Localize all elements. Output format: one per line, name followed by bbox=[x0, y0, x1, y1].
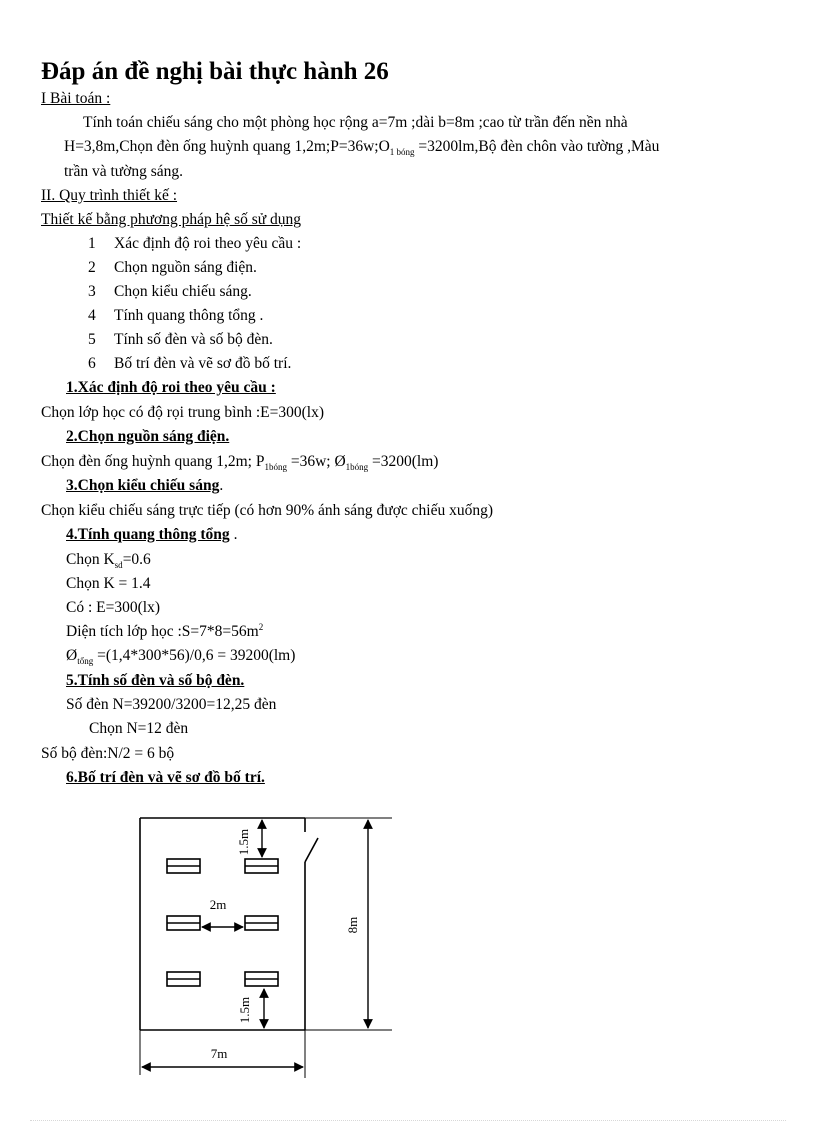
sec2-heading: 2.Chọn nguồn sáng điện. bbox=[66, 428, 230, 445]
step-text: Tính quang thông tổng . bbox=[114, 307, 264, 324]
lamp-fixture-5 bbox=[167, 972, 200, 986]
sec5-heading: 5.Tính số đèn và số bộ đèn. bbox=[66, 672, 245, 689]
lamp-sets-line: Số bộ đèn:N/2 = 6 bộ bbox=[41, 745, 175, 762]
process-heading: II. Quy trình thiết kế : bbox=[41, 187, 178, 204]
step-text: Tính số đèn và số bộ đèn. bbox=[114, 331, 273, 348]
sec2-text-b: =36w; Ø bbox=[286, 453, 346, 470]
step-number: 1 bbox=[88, 235, 96, 252]
page-title: Đáp án đề nghị bài thực hành 26 bbox=[41, 58, 389, 85]
lamp-fixture-6 bbox=[245, 972, 278, 986]
problem-line-2-a: H=3,8m,Chọn đèn ống huỳnh quang 1,2m;P=36w;O bbox=[64, 138, 390, 155]
step-text: Chọn nguồn sáng điện. bbox=[114, 259, 257, 276]
flux-sub: tổng bbox=[77, 656, 94, 667]
flux-b: =(1,4*300*56)/0,6 = 39200(lm) bbox=[93, 647, 296, 664]
problem-line-3: trần và tường sáng. bbox=[64, 163, 184, 180]
sec3-text: Chọn kiểu chiếu sáng trực tiếp (có hơn 90% ánh sáng được chiếu xuống) bbox=[41, 502, 494, 519]
step-text: Xác định độ roi theo yêu cầu : bbox=[114, 235, 302, 252]
problem-heading: I Bài toán : bbox=[41, 90, 111, 107]
door-swing bbox=[305, 838, 318, 862]
step-number: 6 bbox=[88, 355, 96, 372]
lamp-count-line: Số đèn N=39200/3200=12,25 đèn bbox=[66, 696, 277, 713]
sec3-heading-tail: . bbox=[219, 477, 224, 494]
area-sup: 2 bbox=[258, 621, 264, 632]
area-a: Diện tích lớp học :S=7*8=56m bbox=[66, 623, 259, 640]
sec3-heading-text: 3.Chọn kiểu chiếu sáng bbox=[66, 477, 220, 494]
lamp-fixture-3 bbox=[167, 916, 200, 930]
problem-line-2-sub: 1 bóng bbox=[389, 147, 415, 158]
sec4-heading-tail: . bbox=[229, 526, 238, 543]
ksd-sub: sd bbox=[114, 560, 123, 571]
problem-line-1: Tính toán chiếu sáng cho một phòng học rộng a=7m ;dài b=8m ;cao từ trần đến nền nhà bbox=[83, 114, 628, 131]
sec2-text-c: =3200(lm) bbox=[368, 453, 439, 470]
sec2-text-a: Chọn đèn ống huỳnh quang 1,2m; P bbox=[41, 453, 265, 470]
step-number: 5 bbox=[88, 331, 96, 348]
dim-label-top-clear: 1.5m bbox=[236, 828, 251, 856]
step-number: 4 bbox=[88, 307, 96, 324]
dim-label-length: 8m bbox=[345, 916, 360, 934]
sec1-heading: 1.Xác định độ roi theo yêu cầu : bbox=[66, 379, 276, 396]
dim-label-width: 7m bbox=[210, 1046, 228, 1061]
ksd-a: Chọn K bbox=[66, 551, 115, 568]
dim-label-spacing: 2m bbox=[209, 897, 227, 912]
flux-a: Ø bbox=[66, 647, 78, 664]
lamp-fixture-4 bbox=[245, 916, 278, 930]
step-number: 2 bbox=[88, 259, 96, 276]
method-heading: Thiết kế bằng phương pháp hệ số sử dụng bbox=[41, 211, 302, 228]
sec2-sub-2: 1bóng bbox=[345, 462, 369, 473]
sec4-heading-text: 4.Tính quang thông tổng bbox=[66, 526, 230, 543]
step-text: Chọn kiểu chiếu sáng. bbox=[114, 283, 252, 300]
sec2-sub-1: 1bóng bbox=[264, 462, 287, 473]
e-line: Có : E=300(lx) bbox=[66, 599, 160, 616]
sec1-text: Chọn lớp học có độ rọi trung bình :E=300(lx) bbox=[41, 404, 324, 421]
ksd-b: =0.6 bbox=[122, 551, 151, 568]
step-text: Bố trí đèn và vẽ sơ đồ bố trí. bbox=[114, 355, 292, 372]
sec6-heading: 6.Bố trí đèn và vẽ sơ đồ bố trí. bbox=[66, 769, 265, 786]
problem-line-2-b: =3200lm,Bộ đèn chôn vào tường ,Màu bbox=[414, 138, 660, 155]
step-number: 3 bbox=[88, 283, 96, 300]
lamp-fixture-2 bbox=[245, 859, 278, 873]
page-bottom-rule bbox=[30, 1120, 786, 1121]
lamp-fixture-1 bbox=[167, 859, 200, 873]
lamp-choose-line: Chọn N=12 đèn bbox=[89, 720, 189, 737]
dim-label-bottom-clear: 1.5m bbox=[237, 996, 252, 1024]
k-line: Chọn K = 1.4 bbox=[66, 575, 151, 592]
